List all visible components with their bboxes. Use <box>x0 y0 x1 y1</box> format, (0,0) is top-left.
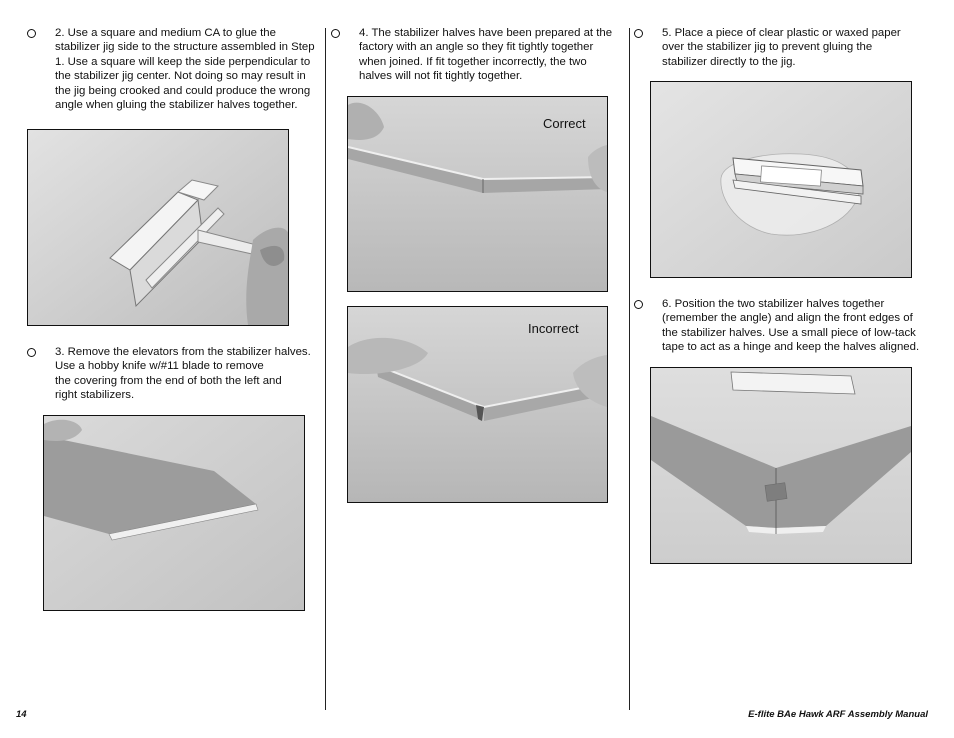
step-2-text: 2. Use a square and medium CA to glue the stabilizer jig side to the structure assembled in Step 1. Use a square will keep the side perpendicular to the stabilizer jig center. Not doing so may result in the jig being crooked and could produce the wrong angle when gluing the stabilizer halves together. <box>55 27 315 112</box>
checkbox-circle-icon <box>27 348 36 357</box>
checkbox-circle-icon <box>634 300 643 309</box>
step-5-text: 5. Place a piece of clear plastic or waxed paper over the stabilizer jig to prevent gluing the stabilizer directly to the jig. <box>662 27 901 68</box>
footer-title: E-flite BAe Hawk ARF Assembly Manual <box>748 709 928 720</box>
photo-halves-aligned <box>650 367 912 564</box>
label-incorrect: Incorrect <box>528 321 579 336</box>
checkbox-circle-icon <box>27 29 36 38</box>
column-divider-2 <box>629 28 630 710</box>
step-6-text: 6. Position the two stabilizer halves together (remember the angle) and align the front edges of the stabilizer halves. Use a small piece of low-tack tape to act as a hinge and keep the halves aligned. <box>662 298 920 354</box>
page-number: 14 <box>16 709 27 720</box>
photo-stabilizer-jig <box>27 129 289 326</box>
photo-incorrect-fit <box>347 306 608 503</box>
step-3-text: 3. Remove the elevators from the stabilizer halves. Use a hobby knife w/#11 blade to remove the covering from the end of both the left and right stabilizers. <box>55 346 311 402</box>
label-correct: Correct <box>543 116 586 131</box>
checkbox-circle-icon <box>634 29 643 38</box>
step-4-text: 4. The stabilizer halves have been prepared at the factory with an angle so they fit tightly together when joined. If fit together incorrectly, the two halves will not fit tightly together. <box>359 27 613 83</box>
column-divider-1 <box>325 28 326 710</box>
checkbox-circle-icon <box>331 29 340 38</box>
photo-stabilizer-half <box>43 415 305 611</box>
photo-plastic-over-jig <box>650 81 912 278</box>
photo-correct-fit <box>347 96 608 292</box>
